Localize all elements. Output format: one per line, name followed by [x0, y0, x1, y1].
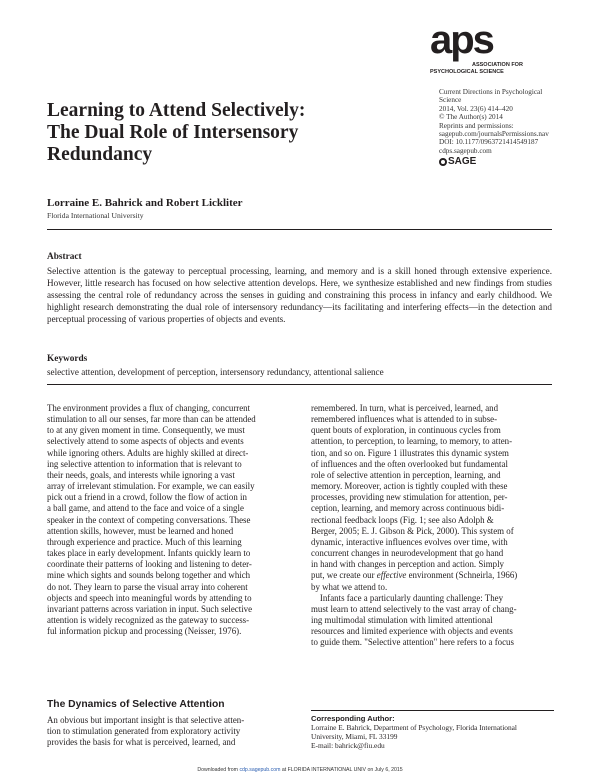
sage-logo: SAGE — [439, 156, 476, 167]
text-line: rectional feedback loops (Fig. 1; see also Adolph & — [311, 514, 494, 525]
text-line: invariant patterns across variation in input. Such selective — [47, 603, 253, 614]
abstract-heading: Abstract — [47, 252, 82, 262]
text-line: resources and limited experience with objects and events — [311, 626, 513, 637]
text-line: attention skills, however, must be learned and honed — [47, 525, 234, 536]
text-line: takes place in early development. Infants quickly learn to — [47, 548, 251, 559]
aps-logo: aps — [430, 18, 493, 62]
text-line: in hand with changes in perception and action. Simply — [311, 559, 504, 570]
keywords-text: selective attention, development of perception, intersensory redundancy, attentional salience — [47, 367, 384, 377]
aps-logo-subtitle: ASSOCIATION FOR PSYCHOLOGICAL SCIENCE — [430, 62, 523, 75]
meta-line: Reprints and permissions: — [439, 121, 514, 130]
text-line: The environment provides a flux of changing, concurrent — [47, 403, 251, 413]
text-line: array of irrelevant stimulation. For example, we can easily — [47, 481, 255, 492]
abstract-text: Selective attention is the gateway to perceptual processing, learning, and memory and is a skill honed through extensive experience. However, little research has focused on how selective attention develops. Here, we synthesize established and new findings from studies assessing the central role of redundancy across the senses in guiding and constraining this process in infancy and early childhood. We highlight research demonstrating the dual role of intersensory redundancy—its facilitating and interfering effects—in the detection and perceptual processing of various properties of objects and events. — [47, 266, 552, 324]
meta-line: DOI: 10.1177/0963721414549187 — [439, 138, 539, 147]
text-line: remembered. In turn, what is perceived, learned, and — [311, 403, 499, 413]
corresponding-line: Lorraine E. Bahrick, Department of Psychology, Florida International — [311, 723, 517, 732]
divider — [47, 384, 552, 385]
text-line: Infants face a particularly daunting challenge: They — [311, 592, 504, 603]
body-column-right — [311, 403, 554, 648]
journal-meta — [439, 88, 584, 155]
text-line: while ignoring others. Adults are highly skilled at direct- — [47, 447, 249, 458]
affiliation: Florida International University — [47, 211, 144, 220]
divider — [311, 710, 554, 711]
article-title: Learning to Attend Selectively: The Dual Role of Intersensory Redundancy — [47, 100, 306, 165]
text-line: speaker in the context of competing conversations. These — [47, 514, 251, 525]
meta-line: © The Author(s) 2014 — [439, 113, 503, 122]
emphasis-effective: effective — [376, 570, 407, 581]
meta-line: Science — [439, 96, 462, 105]
corresponding-email[interactable]: E-mail: bahrick@fiu.edu — [311, 741, 385, 750]
text-line: role of selective attention in perception, learning, and — [311, 469, 501, 480]
text-line: must learn to attend selectively to the vast array of chang- — [311, 603, 517, 614]
download-footer: Downloaded from cdp.sagepub.com at FLORIDA INTERNATIONAL UNIV on July 6, 2015 — [197, 767, 403, 773]
text-line: Berger, 2005; E. J. Gibson & Pick, 2000). This system of — [311, 525, 514, 536]
corresponding-line: University, Miami, FL 33199 — [311, 732, 398, 741]
text-line: pick out a friend in a crowd, follow the flow of action in — [47, 492, 247, 503]
text-line: dynamic, interactive influences evolves over time, with — [311, 536, 508, 547]
keywords-heading: Keywords — [47, 354, 88, 364]
divider — [47, 229, 552, 230]
text-line: to at any given moment in time. Consequently, we must — [47, 425, 245, 436]
text-line: mine which sights and sounds belong together and which — [47, 570, 251, 581]
meta-line: cdps.sagepub.com — [439, 146, 492, 155]
corresponding-heading: Corresponding Author: — [311, 714, 395, 723]
text-line: stimulation to all our senses, far more than can be attended — [47, 414, 256, 425]
text-line: processes, providing new stimulation for attention, per- — [311, 492, 508, 503]
text-line: a ball game, and attend to the face and voice of a single — [47, 503, 244, 514]
text-line: ing multimodal stimulation with limited attentional — [311, 614, 493, 625]
text-line: attention is widely recognized as the gateway to success- — [47, 614, 250, 625]
text-line: tion, and so on. Figure 1 illustrates this dynamic system — [311, 447, 509, 458]
meta-line: 2014, Vol. 23(6) 414–420 — [439, 104, 513, 113]
text-line: by what we attend to. — [311, 581, 388, 592]
text-line: coordinate their patterns of looking and listening to deter- — [47, 559, 252, 570]
text-line: ing selective attention to information that is relevant to — [47, 458, 242, 469]
corresponding-author — [311, 714, 554, 750]
text-line: An obvious but important insight is that selective atten- — [47, 715, 245, 725]
sage-ring-icon — [439, 158, 447, 166]
text-line: remembered influences what is attended to in subse- — [311, 414, 498, 425]
text-line: concurrent changes in neurodevelopment that go hand — [311, 548, 504, 559]
body-column-left-continued — [47, 715, 294, 748]
text-line: do not. They learn to parse the visual array into coherent — [47, 581, 248, 592]
text-line: to guide them. "Selective attention" here refers to a focus — [311, 637, 514, 648]
text-line: ful information pickup and processing (Neisser, 1976). — [47, 626, 242, 637]
text-line: tion to stimulation generated from exploratory activity — [47, 726, 241, 737]
meta-line: sagepub.com/journalsPermissions.nav — [439, 130, 549, 139]
footer-link[interactable]: cdp.sagepub.com — [239, 767, 281, 773]
text-line: through experience and practice. Much of this learning — [47, 536, 242, 547]
text-line: their needs, goals, and interests while ignoring a vast — [47, 469, 235, 480]
text-line: quent bouts of exploration, in continuous cycles from — [311, 425, 501, 436]
text-line: objects and speech into meaningful words by attending to — [47, 592, 252, 603]
text-line: put, we create our effective environment (Schneirla, 1966) — [311, 570, 518, 581]
text-line: provides the basis for what is perceived, learned, and — [47, 737, 236, 748]
text-line: memory. Moreover, action is tightly coupled with these — [311, 481, 508, 492]
authors: Lorraine E. Bahrick and Robert Lickliter — [47, 197, 243, 209]
text-line: ception, learning, and memory across continuous bidi- — [311, 503, 505, 514]
meta-line: Current Directions in Psychological — [439, 88, 543, 96]
section-heading: The Dynamics of Selective Attention — [47, 699, 225, 710]
text-line: attention, to perception, to learning, to memory, to atten- — [311, 436, 513, 447]
text-line: selectively attend to some aspects of objects and events — [47, 436, 244, 447]
body-column-left — [47, 403, 294, 637]
text-line: of influences and the often overlooked but fundamental — [311, 458, 508, 469]
